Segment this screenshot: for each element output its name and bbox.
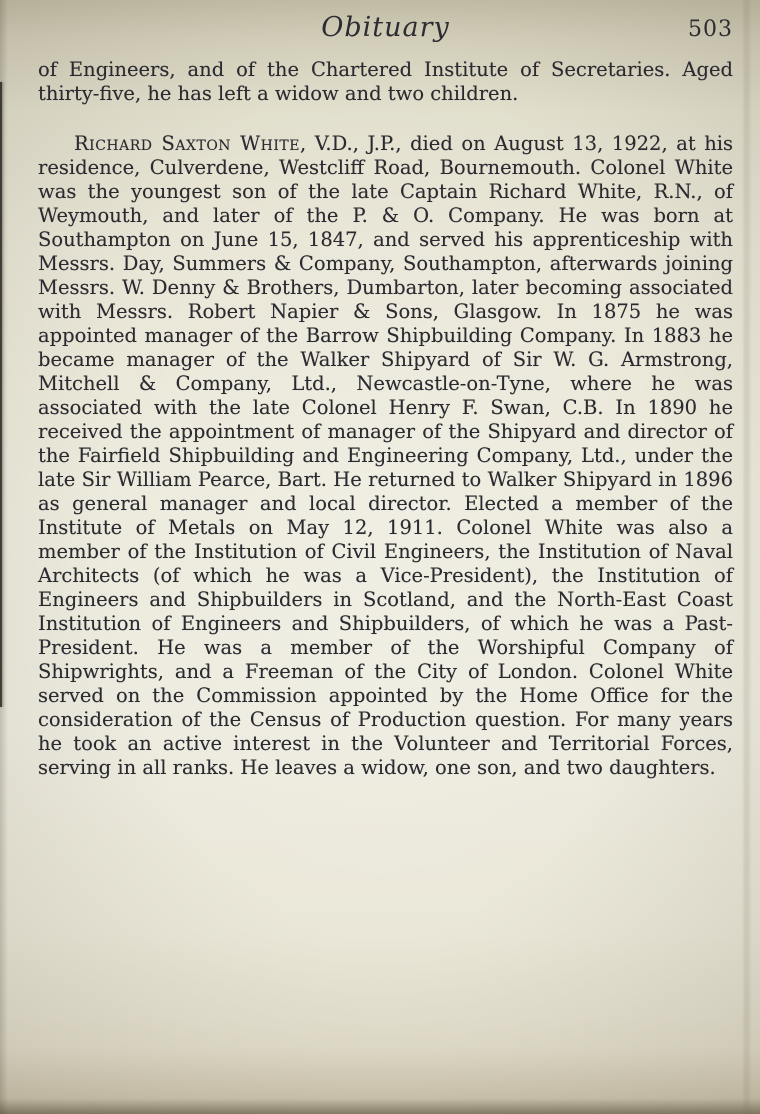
deceased-name: Richard Saxton White xyxy=(74,132,300,155)
running-head-title: Obituary xyxy=(321,12,450,43)
page-header xyxy=(0,0,760,50)
obituary-paragraph xyxy=(38,132,733,780)
page-number: 503 xyxy=(688,17,733,42)
obituary-text-block xyxy=(38,58,733,780)
continuation-paragraph: of Engineers, and of the Chartered Institute of Secretaries. Aged thirty-five, he has left a widow and two children. xyxy=(38,58,733,105)
scan-edge-line xyxy=(0,82,2,707)
obituary-body-text: , V.D., J.P., died on August 13, 1922, at his residence, Culverdene, Westcliff Road, Bournemouth. Colonel White was the youngest son of the late Captain Richard White, R.N., of Weymouth, and later of the P. & O. Company. He was born at Southampton on June 15, 1847, and served his apprenticeship with Messrs. Day, Summers & Company, Southampton, afterwards joining Messrs. W. Denny & Brothers, Dumbarton, later becoming associated with Messrs. Robert Napier & Sons, Glasgow. In 1875 he was appointed manager of the Barrow Shipbuilding Company. In 1883 he became manager of the Walker Shipyard of Sir W. G. Armstrong, Mitchell & Company, Ltd., Newcastle-on-Tyne, where he was associated with the late Colonel Henry F. Swan, C.B. In 1890 he received the appointment of manager of the Shipyard and director of the Fairfield Shipbuilding and Engineering Company, Ltd., under the late Sir William Pearce, Bart. He returned to Walker Shipyard in 1896 as general manager and local director. Elected a member of the Institute of Metals on May 12, 1911. Colonel White was also a member of the Institution of Civil Engineers, the Institution of Naval Architects (of which he was a Vice-President), the Institution of Engineers and Shipbuilders in Scotland, and the North-East Coast Institution of Engineers and Shipbuilders, of which he was a Past-President. He was a member of the Worshipful Company of Shipwrights, and a Freeman of the City of London. Colonel White served on the Commission appointed by the Home Office for the consideration of the Census of Production question. For many years he took an active interest in the Volunteer and Territorial Forces, serving in all ranks. He leaves a widow, one son, and two daughters. xyxy=(38,132,734,779)
